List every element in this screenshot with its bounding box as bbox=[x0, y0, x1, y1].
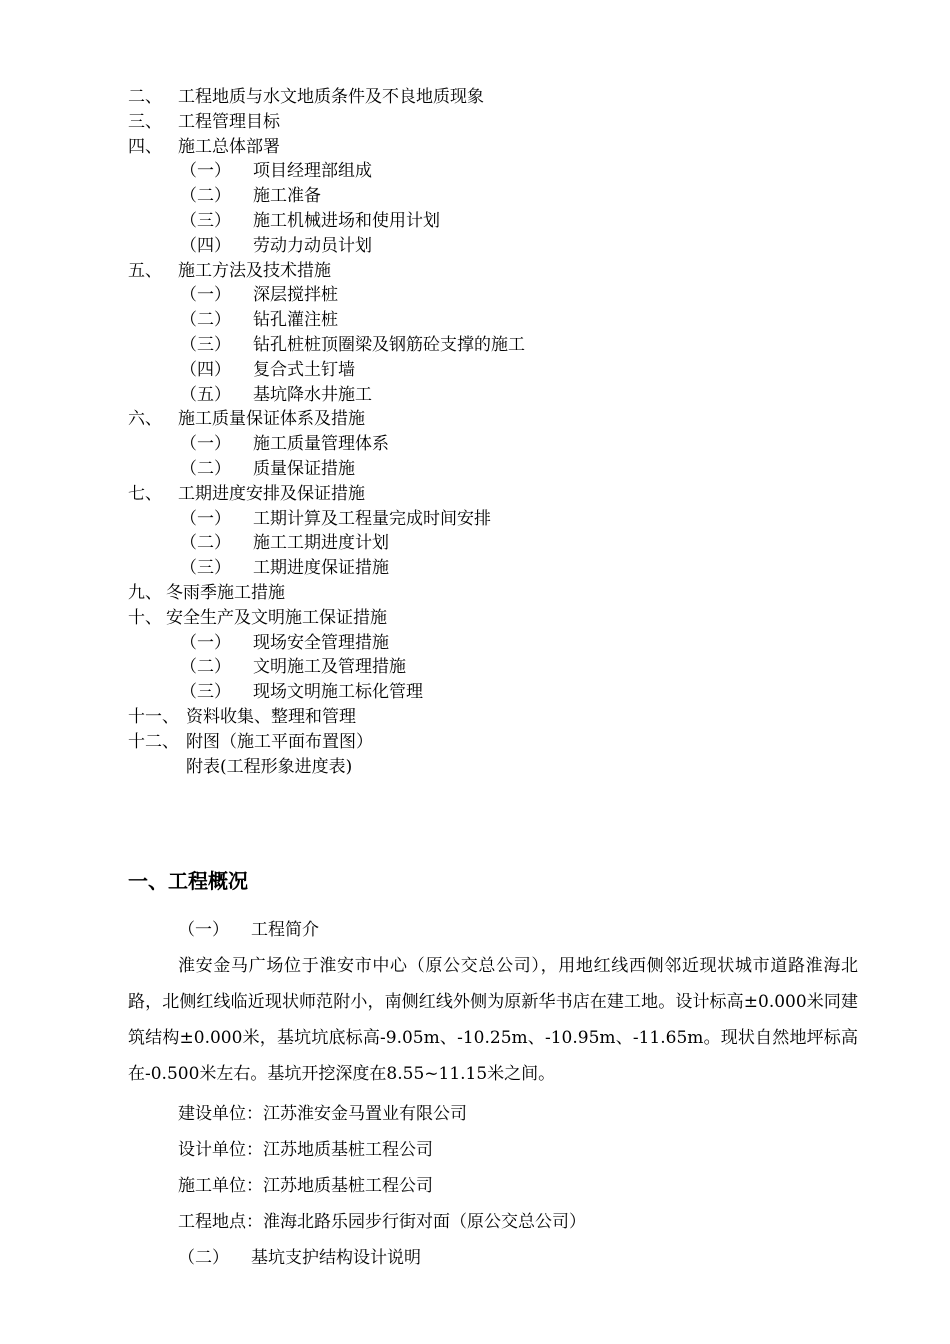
toc-entry bbox=[0, 308, 950, 333]
toc-entry-number: （三） bbox=[180, 210, 231, 231]
toc-entry-title: 施工质量保证体系及措施 bbox=[178, 409, 365, 430]
toc-entry bbox=[0, 730, 950, 755]
toc-entry-number: （三） bbox=[180, 558, 231, 579]
toc-entry-number: （一） bbox=[180, 285, 231, 306]
toc-entry bbox=[0, 110, 950, 135]
toc-entry-title: 复合式土钉墙 bbox=[253, 359, 355, 380]
toc-entry bbox=[0, 383, 950, 408]
toc-entry-title: 施工总体部署 bbox=[178, 136, 280, 157]
section-title: 一、工程概况 bbox=[128, 869, 248, 893]
toc-entry-number: （三） bbox=[180, 334, 231, 355]
subsection-number: （一） bbox=[178, 920, 229, 940]
toc-entry-number: 五、 bbox=[128, 260, 162, 281]
toc-entry-number: （二） bbox=[180, 186, 231, 207]
toc-entry-number: 十二、 bbox=[128, 731, 179, 752]
subsection-number: （二） bbox=[178, 1248, 229, 1268]
toc-entry-title: 施工工期进度计划 bbox=[253, 533, 389, 554]
toc-entry-number: （二） bbox=[180, 657, 231, 678]
toc-entry-number: （四） bbox=[180, 235, 231, 256]
toc-entry-title: 附图（施工平面布置图） bbox=[186, 731, 373, 752]
toc-entry bbox=[0, 531, 950, 556]
toc-entry-title: 钻孔灌注桩 bbox=[253, 310, 338, 331]
toc-entry-title: 项目经理部组成 bbox=[253, 161, 372, 182]
toc-entry bbox=[0, 482, 950, 507]
toc-entry-number: 六、 bbox=[128, 409, 162, 430]
toc-entry-number: （二） bbox=[180, 533, 231, 554]
toc-entry-number: 十、 bbox=[128, 607, 162, 628]
subsection-title: 基坑支护结构设计说明 bbox=[251, 1248, 421, 1268]
info-contractor: 施工单位：江苏地质基桩工程公司 bbox=[178, 1176, 433, 1196]
toc-entry-number: 四、 bbox=[128, 136, 162, 157]
toc-entry bbox=[0, 283, 950, 308]
toc-entry bbox=[0, 135, 950, 160]
toc-entry-title: 工期计算及工程量完成时间安排 bbox=[253, 508, 491, 529]
toc-entry bbox=[0, 358, 950, 383]
toc-entry bbox=[0, 209, 950, 234]
toc-entry-title: 质量保证措施 bbox=[253, 458, 355, 479]
toc-entry-number: （二） bbox=[180, 310, 231, 331]
toc-entry-title: 资料收集、整理和管理 bbox=[186, 706, 356, 727]
subsection-title: 工程简介 bbox=[251, 920, 319, 940]
toc-entry bbox=[0, 184, 950, 209]
toc-entry-number: （二） bbox=[180, 458, 231, 479]
toc-entry-title: 工程管理目标 bbox=[178, 111, 280, 132]
toc-entry-title: 安全生产及文明施工保证措施 bbox=[166, 607, 387, 628]
toc-entry-title: 工期进度安排及保证措施 bbox=[178, 483, 365, 504]
toc-entry-title: 工程地质与水文地质条件及不良地质现象 bbox=[178, 87, 484, 107]
toc-entry-title: 冬雨季施工措施 bbox=[166, 582, 285, 603]
toc-entry-number: （五） bbox=[180, 384, 231, 405]
toc-entry bbox=[0, 85, 950, 110]
toc-entry-number: （一） bbox=[180, 632, 231, 653]
toc-entry-title: 施工机械进场和使用计划 bbox=[253, 210, 440, 231]
toc-entry bbox=[0, 333, 950, 358]
toc-entry-number: 附表(工程形象进度表) bbox=[186, 756, 353, 777]
toc-entry-title: 施工方法及技术措施 bbox=[178, 260, 331, 281]
toc-entry bbox=[0, 680, 950, 705]
toc-entry bbox=[0, 556, 950, 581]
toc-entry bbox=[0, 655, 950, 680]
toc-entry-title: 文明施工及管理措施 bbox=[253, 657, 406, 678]
toc-entry-title: 现场文明施工标化管理 bbox=[253, 682, 423, 703]
toc-entry bbox=[0, 159, 950, 184]
toc-entry-number: （一） bbox=[180, 434, 231, 455]
toc-entry bbox=[0, 631, 950, 656]
table-of-contents bbox=[0, 85, 950, 779]
toc-entry-title: 劳动力动员计划 bbox=[253, 235, 372, 256]
toc-entry-number: 三、 bbox=[128, 111, 162, 132]
subsection-heading-support-design bbox=[178, 1245, 421, 1271]
toc-entry bbox=[0, 457, 950, 482]
toc-entry-number: （四） bbox=[180, 359, 231, 380]
toc-entry-title: 施工准备 bbox=[253, 186, 321, 207]
info-construction-unit: 建设单位：江苏淮安金马置业有限公司 bbox=[178, 1104, 467, 1124]
info-project-location: 工程地点：淮海北路乐园步行街对面（原公交总公司） bbox=[178, 1212, 586, 1232]
toc-entry bbox=[0, 432, 950, 457]
toc-entry-number: （一） bbox=[180, 508, 231, 529]
toc-entry bbox=[0, 407, 950, 432]
toc-entry bbox=[0, 581, 950, 606]
toc-entry bbox=[0, 507, 950, 532]
toc-entry-title: 深层搅拌桩 bbox=[253, 285, 338, 306]
toc-entry bbox=[0, 606, 950, 631]
toc-entry-number: 十一、 bbox=[128, 706, 179, 727]
toc-entry bbox=[0, 755, 950, 780]
toc-entry-number: （一） bbox=[180, 161, 231, 182]
toc-entry-number: （三） bbox=[180, 682, 231, 703]
toc-entry bbox=[0, 234, 950, 259]
project-description-paragraph: 淮安金马广场位于淮安市中心（原公交总公司），用地红线西侧邻近现状城市道路淮海北路，北侧红线临近现状师范附小，南侧红线外侧为原新华书店在建工地。设计标高±0.000米同建筑结构±0.000米，基坑坑底标高-9.05m、-10.25m、-10.95m、-11.65m。现状自然地坪标高在-0.500米左右。基坑开挖深度在8.55~11.15米之间。 bbox=[128, 956, 858, 1084]
toc-entry bbox=[0, 259, 950, 284]
toc-entry-title: 钻孔桩桩顶圈梁及钢筋砼支撑的施工 bbox=[253, 334, 525, 355]
toc-entry-number: 七、 bbox=[128, 483, 162, 504]
toc-entry-number: 九、 bbox=[128, 582, 162, 603]
info-design-unit: 设计单位：江苏地质基桩工程公司 bbox=[178, 1140, 433, 1160]
toc-entry-title: 现场安全管理措施 bbox=[253, 632, 389, 653]
toc-entry-number: 二、 bbox=[128, 87, 162, 107]
subsection-heading-intro bbox=[178, 917, 319, 943]
toc-entry-title: 基坑降水井施工 bbox=[253, 384, 372, 405]
toc-entry bbox=[0, 705, 950, 730]
toc-entry-title: 工期进度保证措施 bbox=[253, 558, 389, 579]
toc-entry-title: 施工质量管理体系 bbox=[253, 434, 389, 455]
